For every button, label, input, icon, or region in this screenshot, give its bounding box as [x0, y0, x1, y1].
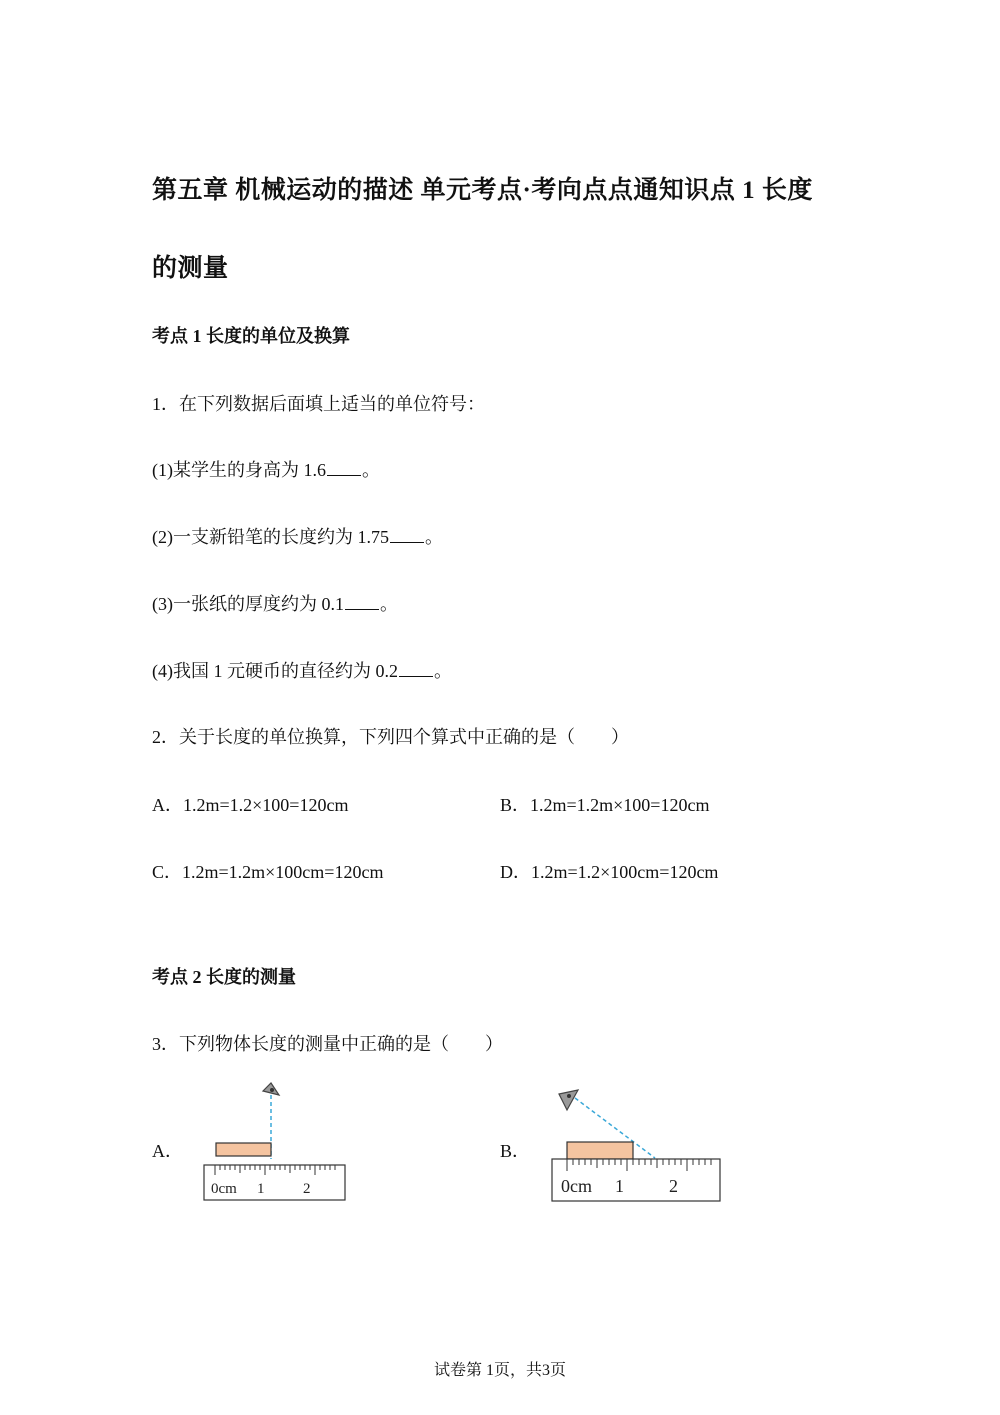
question-1-item-4 [152, 657, 452, 683]
figure-a-ruler-measurement [195, 1075, 355, 1210]
question-2-option-c: C．1.2m=1.2m×100cm=120cm [152, 862, 384, 882]
eye-icon [559, 1090, 578, 1110]
item-text: (2)一支新铅笔的长度约为 1.75 [152, 527, 389, 547]
doc-title-line2: 的测量 [152, 255, 229, 282]
item-text: (3)一张纸的厚度约为 0.1 [152, 594, 344, 614]
answer-blank [327, 474, 361, 476]
answer-blank [345, 608, 379, 610]
question-1-item-2 [152, 523, 443, 549]
ruler-label-2: 2 [669, 1176, 678, 1196]
question-1-item-1 [152, 456, 380, 482]
item-end: 。 [434, 661, 452, 681]
answer-blank [399, 675, 433, 677]
question-3-stem: 3．下列物体长度的测量中正确的是（ ） [152, 1034, 503, 1054]
measured-block [216, 1143, 271, 1156]
section-heading-1: 考点 1 长度的单位及换算 [152, 326, 350, 346]
question-2-stem: 2．关于长度的单位换算，下列四个算式中正确的是（ ） [152, 727, 629, 747]
doc-title-line1: 第五章 机械运动的描述 单元考点·考向点点通知识点 1 长度 [152, 177, 813, 204]
ruler-label-0: 0cm [211, 1181, 237, 1197]
ruler-label-2: 2 [303, 1181, 311, 1197]
question-3-option-a-label: A． [152, 1141, 183, 1161]
section-heading-2: 考点 2 长度的测量 [152, 967, 296, 987]
item-text: (1)某学生的身高为 1.6 [152, 460, 326, 480]
ruler-label-1: 1 [615, 1176, 624, 1196]
item-text: (4)我国 1 元硬币的直径约为 0.2 [152, 661, 398, 681]
question-3-option-b-label: B． [500, 1141, 531, 1161]
ruler-label-1: 1 [257, 1181, 265, 1197]
item-end: 。 [425, 527, 443, 547]
question-1-item-3 [152, 590, 398, 616]
ruler-label-0: 0cm [561, 1176, 592, 1196]
question-2-option-d: D．1.2m=1.2×100cm=120cm [500, 862, 719, 882]
answer-blank [390, 541, 424, 543]
item-end: 。 [362, 460, 380, 480]
question-1-stem: 1．在下列数据后面填上适当的单位符号： [152, 394, 485, 414]
measured-block [567, 1142, 633, 1159]
item-end: 。 [380, 594, 398, 614]
question-2-option-b: B．1.2m=1.2m×100=120cm [500, 795, 710, 815]
page-footer: 试卷第 1页，共3页 [433, 1362, 566, 1379]
question-2-option-a: A．1.2m=1.2×100=120cm [152, 795, 349, 815]
figure-b-ruler-measurement [545, 1080, 730, 1210]
eye-icon [263, 1083, 279, 1095]
